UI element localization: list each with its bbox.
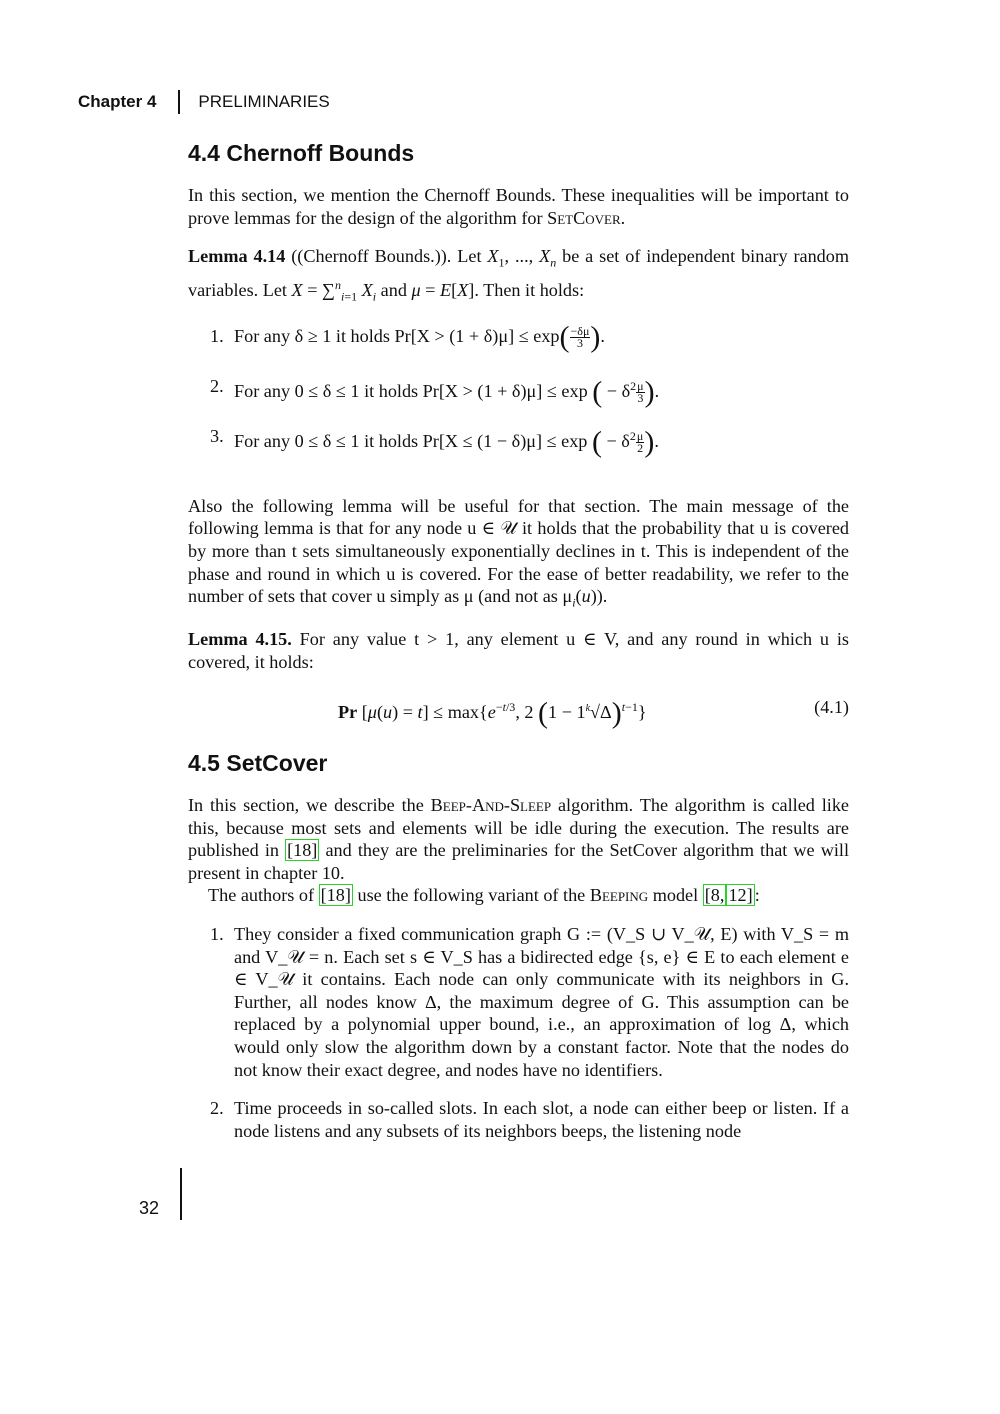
equation-4-1 [188, 682, 849, 734]
running-head [78, 90, 330, 114]
lemma-4-14: Lemma 4.14 ((Chernoff Bounds.)). Let $X_1$, ..., $X_n$ be a set of independent binary random variables. Let X = ∑$^n_{i=1}$ $X_i$ and μ = E[X]. Then it holds: [188, 246, 849, 305]
intro-paragraph: In this section, we mention the Chernoff Bounds. These inequalities will be important to prove lemmas for the design of the algorithm for SetCover. [188, 185, 849, 228]
citation-link-12[interactable]: 12] [728, 885, 753, 906]
section-4-5-body [188, 794, 849, 1142]
chapter-label: Chapter 4 [78, 92, 157, 111]
citation-link-8[interactable]: [8, [704, 885, 725, 906]
page-number: 32 [139, 1198, 160, 1218]
section-label: PRELIMINARIES [198, 92, 330, 111]
lemma-4-15: Lemma 4.15. For any value t > 1, any element u ∈ V, and any round in which u is covered, it holds: [188, 629, 849, 672]
chernoff-list [188, 320, 849, 475]
list-item: 2. For any 0 ≤ δ ≤ 1 it holds Pr[X > (1 + δ)μ] ≤ exp ( − $\delta^2$ $\frac{\mu}{3}$ ). [210, 375, 660, 409]
citation-link-18[interactable]: [18] [287, 840, 318, 861]
header-divider [178, 90, 180, 114]
section-4-4-body [188, 184, 849, 734]
equation-body: Pr $[\mu(u) = t] \le \max\{e^{-t/3}$, 2 $(1 - 1^k√\Delta)^{t-1}$} [338, 696, 647, 730]
section-title-4-4: 4.4 Chernoff Bounds [188, 140, 415, 166]
section-title-4-5: 4.5 SetCover [188, 750, 328, 776]
setcover-intro: In this section, we describe the Beep-And-Sleep algorithm. The algorithm is called like this, because most sets and elements will be idle during the execution. The results are published in [18] and they are the preliminaries for the SetCover algorithm that we will present in chapter 10. [188, 795, 850, 883]
beeping-list [188, 923, 849, 1142]
list-item: 1. For any δ ≥ 1 it holds Pr[X > (1 + δ)μ] ≤ exp( $\frac{-\delta\mu}{3}$ ). [210, 320, 605, 354]
list-item: 3. For any 0 ≤ δ ≤ 1 it holds Pr[X ≤ (1 − δ)μ] ≤ exp ( − $\delta^2$ $\frac{\mu}{2}$ ). [210, 425, 659, 459]
list-item: 2. Time proceeds in so-called slots. In each slot, a node can either beep or listen. If a node listens and any subsets of its neighbors beeps, the listening node [210, 1098, 849, 1141]
equation-number: (4.1) [814, 696, 849, 717]
footer-divider [180, 1168, 182, 1220]
citation-link-18b[interactable]: [18] [320, 885, 351, 906]
list-item: 1. They consider a fixed communication graph G := (V_S ∪ V_𝒰, E) with V_S = m and V_𝒰 = n. Each set s ∈ V_S has a bidirected edge {s, e} ∈ E to each element e ∈ V_𝒰 it contains. Each node can only communicate with its neighbors in G. Further, all nodes know Δ, the maximum degree of G. This assumption can be replaced by a polynomial upper bound, i.e., an approximation of log Δ, which would only slow the algorithm down by a constant factor. Note that the nodes do not know their exact degree, and nodes have no identifiers. [210, 923, 849, 1080]
beeping-model-paragraph: The authors of [18] use the following variant of the Beeping model [8, 12] : [208, 885, 760, 906]
paragraph-lemma-intro: Also the following lemma will be useful for that section. The main message of the following lemma is that for any node u ∈ 𝒰 it holds that the probability that u is covered by more than t sets simultaneously exponentially declines in t. This is independent of the phase and round in which u is covered. For the ease of better readability, we refer to the number of sets that cover u simply as μ (and not as $\mu_i(u)$). [188, 495, 849, 610]
